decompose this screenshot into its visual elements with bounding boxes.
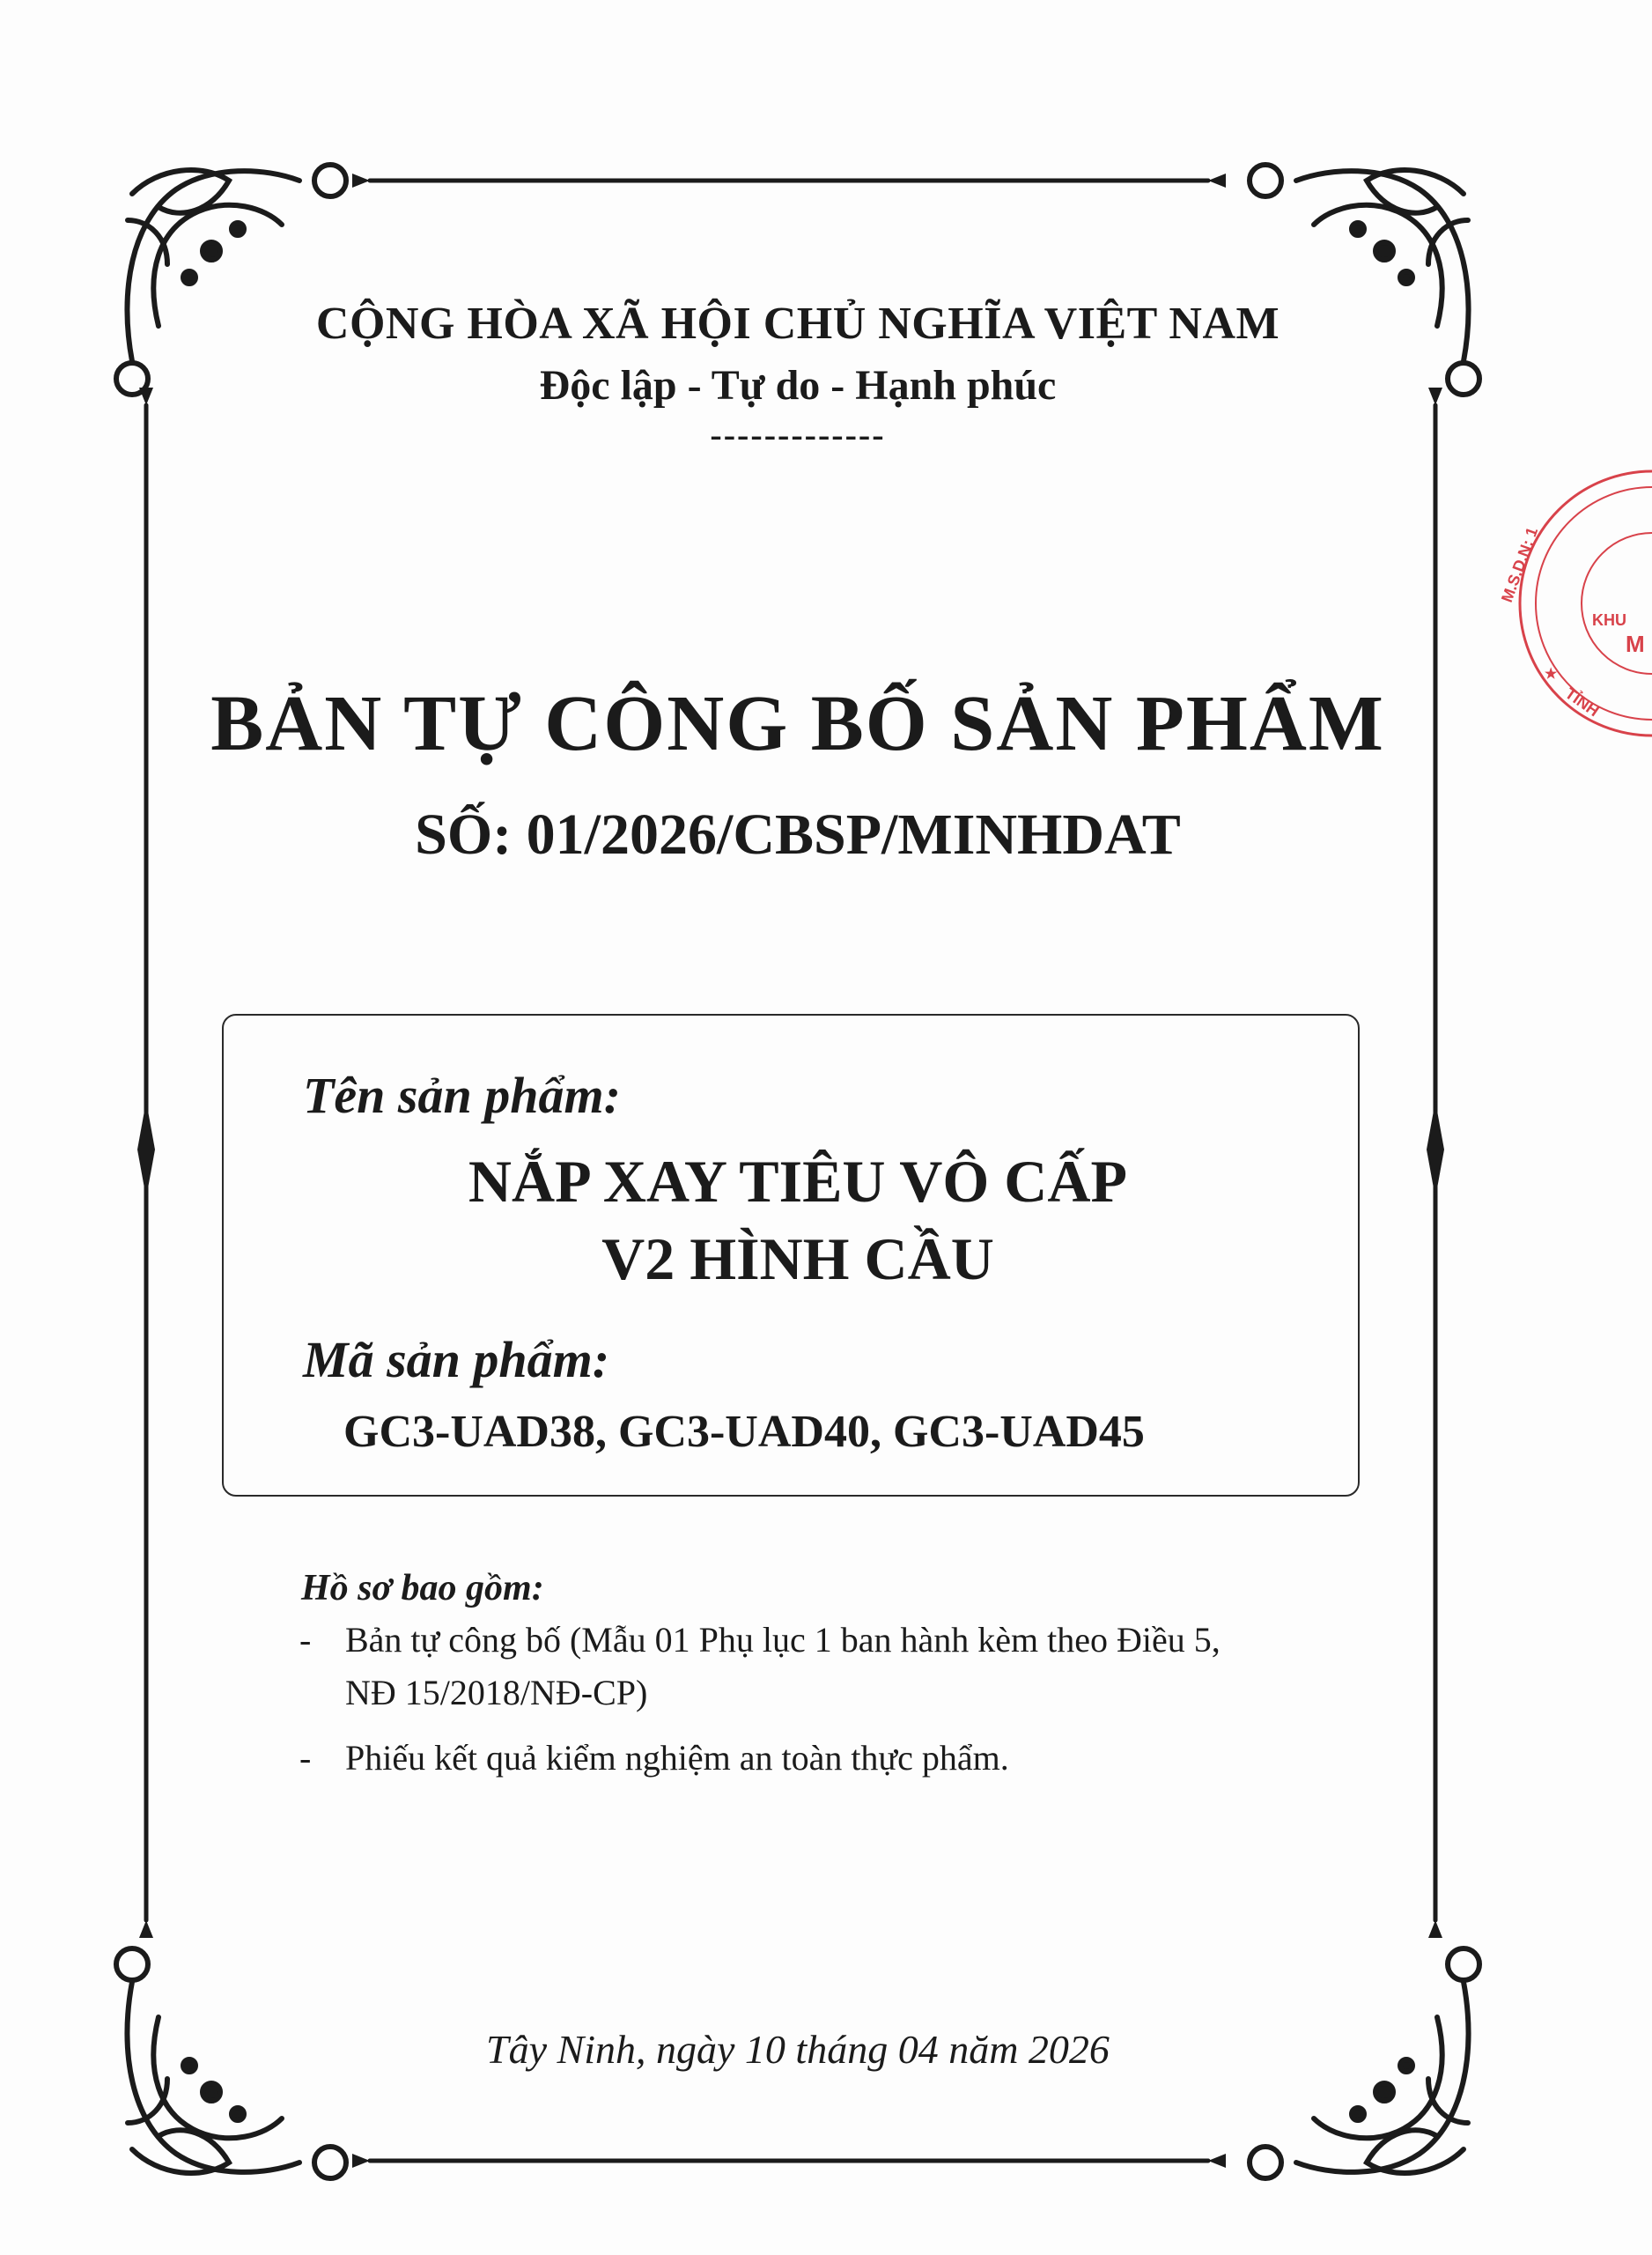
dossier-item-declaration: Bản tự công bố (Mẫu 01 Phụ lục 1 ban hành kèm theo Điều 5, NĐ 15/2018/NĐ-CP) bbox=[345, 1620, 1221, 1712]
product-name-line-1: NẮP XAY TIÊU VÔ CẤP bbox=[468, 1148, 1128, 1215]
national-title: CỘNG HÒA XÃ HỘI CHỦ NGHĨA VIỆT NAM bbox=[315, 299, 1280, 349]
dossier-item-test-report: Phiếu kết quả kiểm nghiệm an toàn thực phẩm. bbox=[345, 1738, 1009, 1778]
document-number: SỐ: 01/2026/CBSP/MINHDAT bbox=[415, 802, 1181, 867]
place-and-date: Tây Ninh, ngày 10 tháng 04 năm 2026 bbox=[486, 2027, 1110, 2072]
product-codes: GC3-UAD38, GC3-UAD40, GC3-UAD45 bbox=[343, 1407, 1145, 1457]
list-bullet: - bbox=[299, 1738, 312, 1778]
header-separator: ------------- bbox=[710, 415, 886, 455]
svg-text:KHU: KHU bbox=[1592, 611, 1626, 629]
company-seal bbox=[1493, 458, 1652, 749]
document-title: BẢN TỰ CÔNG BỐ SẢN PHẨM bbox=[210, 680, 1385, 767]
national-motto: Độc lập - Tự do - Hạnh phúc bbox=[539, 362, 1057, 409]
svg-text:M.S.D.N: 1: M.S.D.N: 1 bbox=[1497, 524, 1542, 605]
svg-text:★: ★ bbox=[1545, 667, 1558, 682]
product-name-label: Tên sản phẩm: bbox=[303, 1067, 621, 1124]
svg-text:M: M bbox=[1626, 631, 1645, 657]
product-name-line-2: V2 HÌNH CẦU bbox=[601, 1225, 994, 1292]
dossier-label: Hồ sơ bao gồm: bbox=[301, 1568, 544, 1608]
list-bullet: - bbox=[299, 1620, 312, 1660]
svg-text:TỈNH: TỈNH bbox=[1561, 684, 1603, 721]
product-code-label: Mã sản phẩm: bbox=[303, 1331, 610, 1388]
